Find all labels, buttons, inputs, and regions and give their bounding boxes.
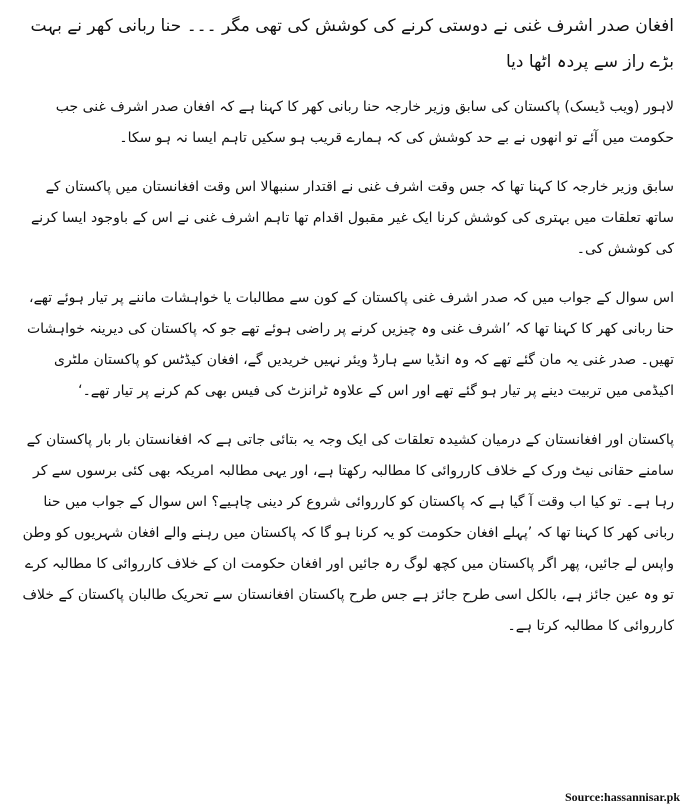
paragraph-1: لاہور (ویب ڈیسک) پاکستان کی سابق وزیر خارجہ حنا ربانی کھر کا کہنا ہے کہ افغان صدر اشرف غنی جب حکومت میں آئے تو انھوں نے بے حد کوشش کی کہ ہمارے قریب ہو سکیں تاہم ایسا نہ ہو سکا۔ <box>55 99 674 146</box>
article <box>22 8 674 660</box>
paragraph-4: پاکستان اور افغانستان کے درمیان کشیدہ تعلقات کی ایک وجہ یہ بتائی جاتی ہے کہ افغانستان بار بار پاکستان کے سامنے حقانی نیٹ ورک کے خلاف کارروائی کا مطالبہ رکھتا ہے، اور یہی مطالبہ امریکہ بھی کئی برسوں سے کر رہا ہے۔ تو کیا اب وقت آ گیا ہے کہ پاکستان کو کارروائی شروع کر دینی چاہیے؟ اس سوال کے جواب میں حنا ربانی کھر کا کہنا تھا کہ ’پہلے افغان حکومت کو یہ کرنا ہو گا کہ پاکستان میں رہنے والے افغان شہریوں کو وطن واپس لے جائیں، پھر اگر پاکستان میں کچھ لوگ رہ جائیں اور افغان حکومت ان کے خلاف کارروائی کا مطالبہ کرے تو وہ عین جائز ہے، بالکل اسی طرح جائز ہے جس طرح پاکستان افغانستان سے تحریک طالبان پاکستان کے خلاف کارروائی کا مطالبہ کرتا ہے۔ <box>22 432 674 634</box>
source-credit: Source:hassannisar.pk <box>564 790 680 804</box>
paragraph-3: اس سوال کے جواب میں کہ صدر اشرف غنی پاکستان کے کون سے مطالبات یا خواہشات ماننے پر تیار ہوئے تھے، حنا ربانی کھر کا کہنا تھا کہ ’اشرف غنی وہ چیزیں کرنے پر راضی ہوئے تھے جو کہ پاکستان کی دیرینہ خواہشات تھیں۔ صدر غنی یہ مان گئے تھے کہ وہ انڈیا سے ہارڈ ویئر نہیں خریدیں گے، افغان کیڈٹس کو پاکستان ملٹری اکیڈمی میں تربیت دینے پر تیار ہو گئے تھے اور اس کے علاوہ ٹرانزٹ کی فیس بھی کم کرنے پر تیار تھے۔‘ <box>26 290 674 399</box>
headline: افغان صدر اشرف غنی نے دوستی کرنے کی کوشش کی تھی مگر ۔۔۔ حنا ربانی کھر نے بہت بڑے راز سے پردہ اٹھا دیا <box>30 16 674 72</box>
paragraph-2: سابق وزیر خارجہ کا کہنا تھا کہ جس وقت اشرف غنی نے اقتدار سنبھالا اس وقت افغانستان میں پاکستان کے ساتھ تعلقات میں بہتری کی کوشش کرنا ایک غیر مقبول اقدام تھا تاہم اشرف غنی نے اس کے باوجود ایسا کرنے کی کوشش کی۔ <box>31 179 674 257</box>
